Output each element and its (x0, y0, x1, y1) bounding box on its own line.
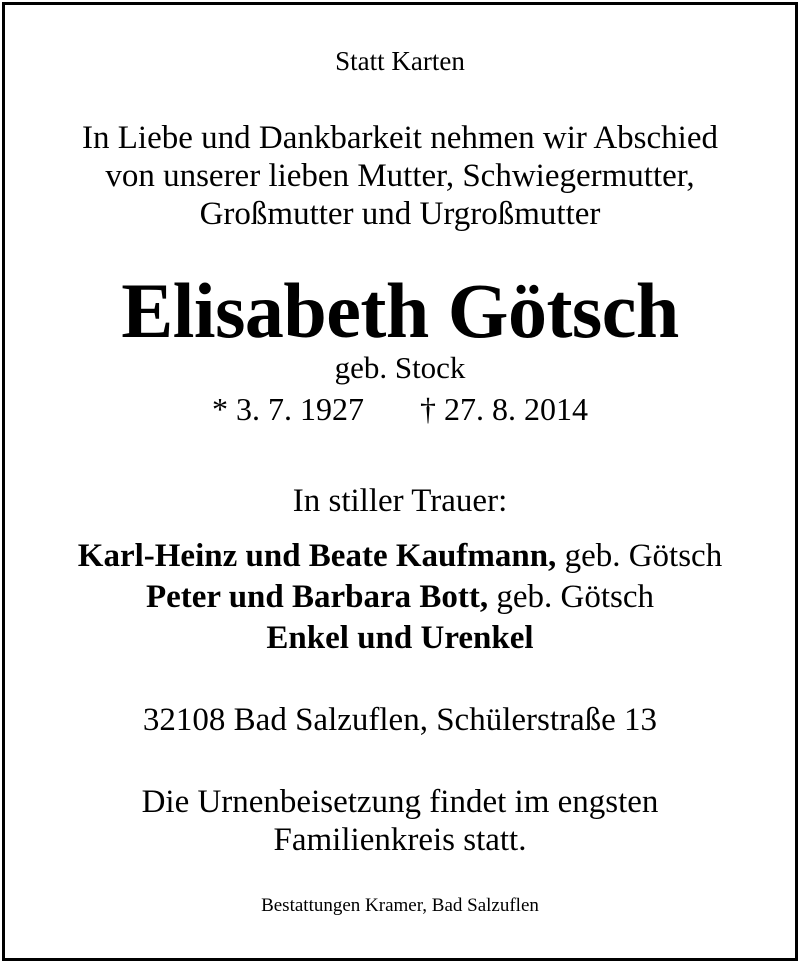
notice-header: Statt Karten (335, 46, 465, 76)
family-list (0, 536, 800, 659)
intro-line: Großmutter und Urgroßmutter (199, 196, 601, 232)
funeral-notice-line: Die Urnenbeisetzung findet im engsten (141, 784, 659, 820)
undertaker-credit: Bestattungen Kramer, Bad Salzuflen (261, 895, 539, 916)
intro-text (0, 119, 800, 233)
maiden-name: geb. Stock (334, 350, 466, 385)
deceased-name: Elisabeth Götsch (121, 267, 679, 354)
family-entry (0, 536, 800, 577)
intro-line: In Liebe und Dankbarkeit nehmen wir Abschied (82, 120, 718, 156)
family-member-name: Karl-Heinz und Beate Kaufmann, (77, 538, 557, 574)
address: 32108 Bad Salzuflen, Schülerstraße 13 (142, 702, 658, 738)
death-date: † 27. 8. 2014 (420, 391, 588, 427)
mourning-heading: In stiller Trauer: (292, 483, 508, 519)
family-entry (0, 577, 800, 618)
funeral-notice-line: Familienkreis statt. (273, 822, 527, 858)
funeral-notice (0, 783, 800, 859)
family-member-name: Enkel und Urenkel (266, 620, 534, 656)
family-entry (0, 618, 800, 659)
family-member-suffix: geb. Götsch (564, 538, 723, 574)
family-member-suffix: geb. Götsch (496, 579, 655, 615)
family-member-name: Peter und Barbara Bott, (145, 579, 489, 615)
birth-date: * 3. 7. 1927 (212, 391, 364, 427)
intro-line: von unserer lieben Mutter, Schwiegermutter, (105, 158, 695, 194)
life-dates (0, 393, 800, 425)
